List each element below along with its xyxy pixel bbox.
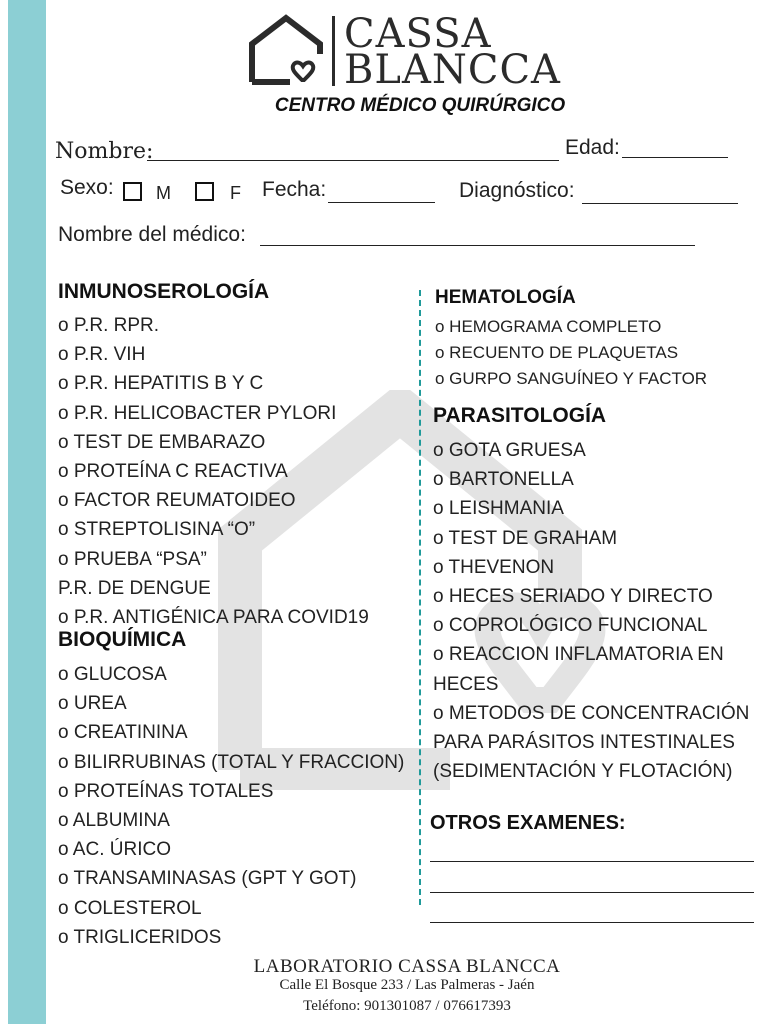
list-item[interactable]: o P.R. HELICOBACTER PYLORI xyxy=(58,402,337,424)
footer-lab-name: LABORATORIO CASSA BLANCCA xyxy=(253,956,561,977)
logo-divider xyxy=(332,16,335,86)
bioquimica-heading: BIOQUÍMICA xyxy=(58,628,187,651)
edad-field[interactable] xyxy=(622,157,728,158)
parasitologia-heading: PARASITOLOGÍA xyxy=(433,404,607,427)
nombre-field[interactable] xyxy=(147,160,559,161)
footer-address: Calle El Bosque 233 / Las Palmeras - Jaén xyxy=(279,977,535,993)
list-item[interactable]: o COPROLÓGICO FUNCIONAL xyxy=(433,615,708,637)
list-item[interactable]: P.R. DE DENGUE xyxy=(58,577,211,599)
list-item[interactable]: o COLESTEROL xyxy=(58,897,202,919)
male-checkbox[interactable] xyxy=(123,182,142,201)
list-item[interactable]: o BARTONELLA xyxy=(433,469,574,491)
parasitologia-list xyxy=(433,436,749,786)
female-checkbox[interactable] xyxy=(195,182,214,201)
list-item[interactable]: o RECUENTO DE PLAQUETAS xyxy=(435,343,679,362)
list-item[interactable]: o GLUCOSA xyxy=(58,664,167,685)
list-item[interactable]: o FACTOR REUMATOIDEO xyxy=(58,490,296,512)
logo-text-line1: CASSA xyxy=(344,11,492,57)
house-heart-icon xyxy=(246,14,326,86)
logo-text-line2: BLANCCA xyxy=(344,47,561,93)
list-item[interactable]: o REACCION INFLAMATORIA EN xyxy=(433,644,724,666)
list-item-continuation: (SEDIMENTACIÓN Y FLOTACIÓN) xyxy=(433,761,733,783)
edad-label: Edad: xyxy=(565,136,620,159)
list-item[interactable]: o TEST DE GRAHAM xyxy=(433,527,618,549)
list-item[interactable]: o P.R. RPR. xyxy=(58,315,160,336)
list-item[interactable]: o PROTEÍNA C REACTIVA xyxy=(58,460,288,482)
footer-phone: Teléfono: 901301087 / 076617393 xyxy=(303,998,511,1014)
male-label: M xyxy=(156,183,171,203)
list-item[interactable]: o HEMOGRAMA COMPLETO xyxy=(435,317,662,336)
sexo-label: Sexo: xyxy=(60,176,114,199)
inmunoserologia-list xyxy=(58,311,369,632)
list-item[interactable]: o BILIRRUBINAS (TOTAL Y FRACCION) xyxy=(58,751,405,773)
female-label: F xyxy=(230,183,241,203)
list-item[interactable]: o P.R. HEPATITIS B Y C xyxy=(58,373,264,395)
side-color-band xyxy=(8,0,46,1024)
otros-line-2[interactable] xyxy=(430,892,754,893)
diagnostico-label: Diagnóstico: xyxy=(459,179,575,202)
column-divider xyxy=(419,290,421,905)
fecha-field[interactable] xyxy=(328,202,435,203)
list-item[interactable]: o THEVENON xyxy=(433,556,555,578)
list-item[interactable]: o TRANSAMINASAS (GPT Y GOT) xyxy=(58,868,357,890)
hematologia-heading: HEMATOLOGÍA xyxy=(435,287,576,308)
list-item[interactable]: o TEST DE EMBARAZO xyxy=(58,431,266,453)
list-item[interactable]: o PRUEBA “PSA” xyxy=(58,548,207,570)
list-item-continuation: PARA PARÁSITOS INTESTINALES xyxy=(433,731,735,753)
nombre-label: Nombre: xyxy=(55,139,154,164)
list-item[interactable]: o ALBUMINA xyxy=(58,809,170,831)
list-item-continuation: HECES xyxy=(433,673,499,695)
otros-line-3[interactable] xyxy=(430,922,754,923)
list-item[interactable]: o CREATININA xyxy=(58,722,188,744)
medico-field[interactable] xyxy=(260,245,695,246)
list-item[interactable]: o PROTEÍNAS TOTALES xyxy=(58,780,274,802)
medico-label: Nombre del médico: xyxy=(58,223,246,246)
list-item[interactable]: o LEISHMANIA xyxy=(433,498,564,520)
bioquimica-list xyxy=(58,660,404,952)
hematologia-list xyxy=(435,314,707,392)
list-item[interactable]: o P.R. ANTIGÉNICA PARA COVID19 xyxy=(58,606,369,628)
otros-line-1[interactable] xyxy=(430,861,754,862)
center-subtitle: CENTRO MÉDICO QUIRÚRGICO xyxy=(274,95,566,116)
otros-examenes-heading: OTROS EXAMENES: xyxy=(430,812,626,834)
diagnostico-field[interactable] xyxy=(582,203,738,204)
list-item[interactable]: o TRIGLICERIDOS xyxy=(58,926,222,948)
list-item[interactable]: o P.R. VIH xyxy=(58,344,146,366)
list-item[interactable]: o GOTA GRUESA xyxy=(433,440,586,461)
list-item[interactable]: o AC. ÚRICO xyxy=(58,839,171,861)
list-item[interactable]: o UREA xyxy=(58,693,127,715)
list-item[interactable]: o STREPTOLISINA “O” xyxy=(58,519,256,541)
list-item[interactable]: o METODOS DE CONCENTRACIÓN xyxy=(433,702,750,724)
list-item[interactable]: o GURPO SANGUÍNEO Y FACTOR xyxy=(435,369,708,388)
list-item[interactable]: o HECES SERIADO Y DIRECTO xyxy=(433,585,713,607)
fecha-label: Fecha: xyxy=(262,178,327,201)
inmunoserologia-heading: INMUNOSEROLOGÍA xyxy=(58,280,270,303)
